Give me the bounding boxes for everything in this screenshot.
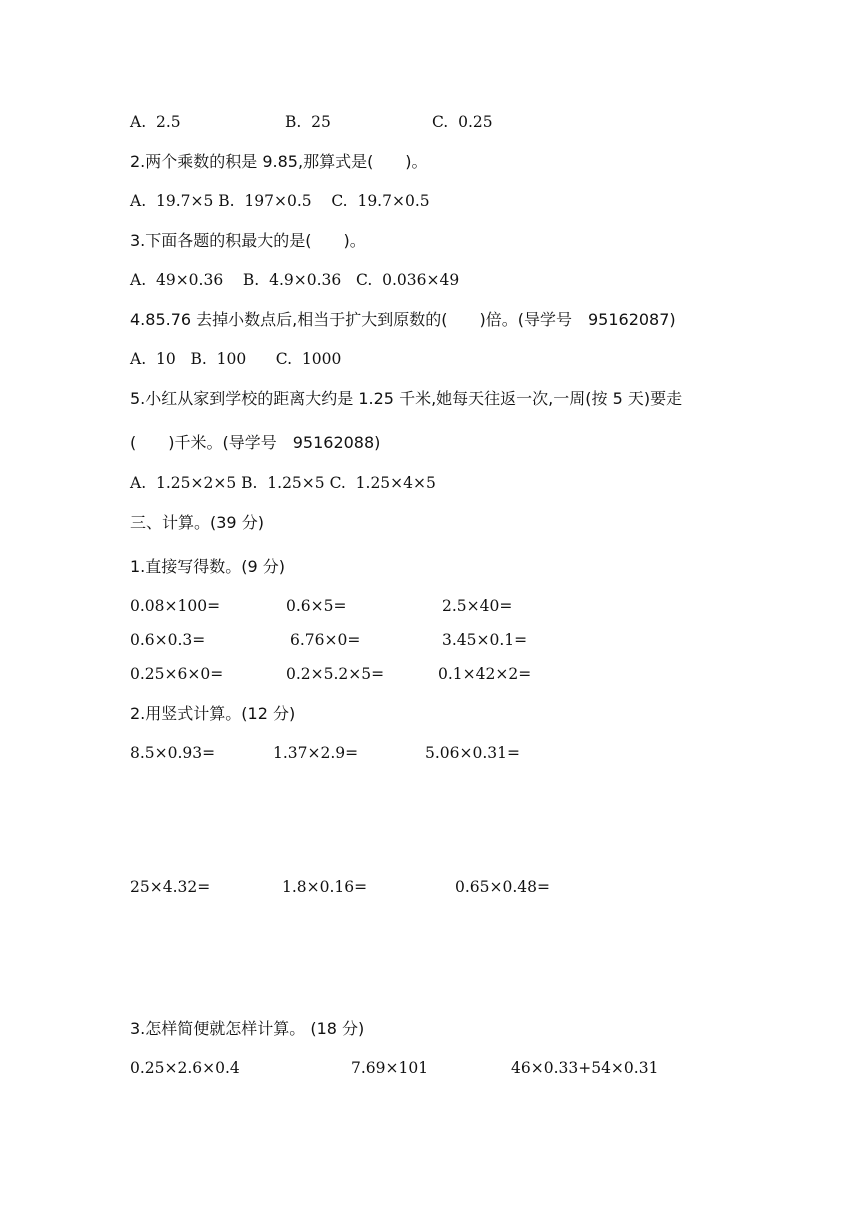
question-2-stem: 2.两个乘数的积是 9.85,那算式是( )。 [130,152,428,171]
option-a: A. 2.5 [130,113,181,131]
mental-item: 2.5×40= [442,597,513,615]
question-5-options: A. 1.25×2×5 B. 1.25×5 C. 1.25×4×5 [130,474,436,492]
part-3-title: 3.怎样简便就怎样计算。 (18 分) [130,1019,365,1038]
question-2-options: A. 19.7×5 B. 197×0.5 C. 19.7×0.5 [130,192,430,210]
mental-item: 0.6×5= [286,597,347,615]
question-5-stem-line1: 5.小红从家到学校的距离大约是 1.25 千米,她每天往返一次,一周(按 5 天)要走 [130,389,683,408]
mental-item: 0.6×0.3= [130,631,206,649]
mental-item: 0.1×42×2= [438,665,532,683]
simplify-item: 46×0.33+54×0.31 [511,1059,659,1077]
mental-item: 6.76×0= [290,631,361,649]
mental-item: 0.2×5.2×5= [286,665,385,683]
option-c: C. 0.25 [432,113,493,131]
vertical-item: 8.5×0.93= [130,744,216,762]
simplify-item: 0.25×2.6×0.4 [130,1059,240,1077]
simplify-item: 7.69×101 [351,1059,429,1077]
question-4-stem: 4.85.76 去掉小数点后,相当于扩大到原数的( )倍。(导学号 95162087) [130,310,676,329]
question-5-stem-line2: ( )千米。(导学号 95162088) [130,433,381,452]
vertical-item: 1.37×2.9= [273,744,359,762]
question-3-stem: 3.下面各题的积最大的是( )。 [130,231,366,250]
option-b: B. 25 [285,113,331,131]
vertical-item: 25×4.32= [130,878,211,896]
vertical-item: 0.65×0.48= [455,878,550,896]
vertical-item: 5.06×0.31= [425,744,520,762]
mental-item: 3.45×0.1= [442,631,528,649]
question-4-options: A. 10 B. 100 C. 1000 [130,350,342,368]
mental-item: 0.08×100= [130,597,221,615]
vertical-item: 1.8×0.16= [282,878,368,896]
section-3-title: 三、计算。(39 分) [130,513,264,532]
part-2-title: 2.用竖式计算。(12 分) [130,704,296,723]
question-3-options: A. 49×0.36 B. 4.9×0.36 C. 0.036×49 [130,271,460,289]
part-1-title: 1.直接写得数。(9 分) [130,557,286,576]
mental-item: 0.25×6×0= [130,665,224,683]
